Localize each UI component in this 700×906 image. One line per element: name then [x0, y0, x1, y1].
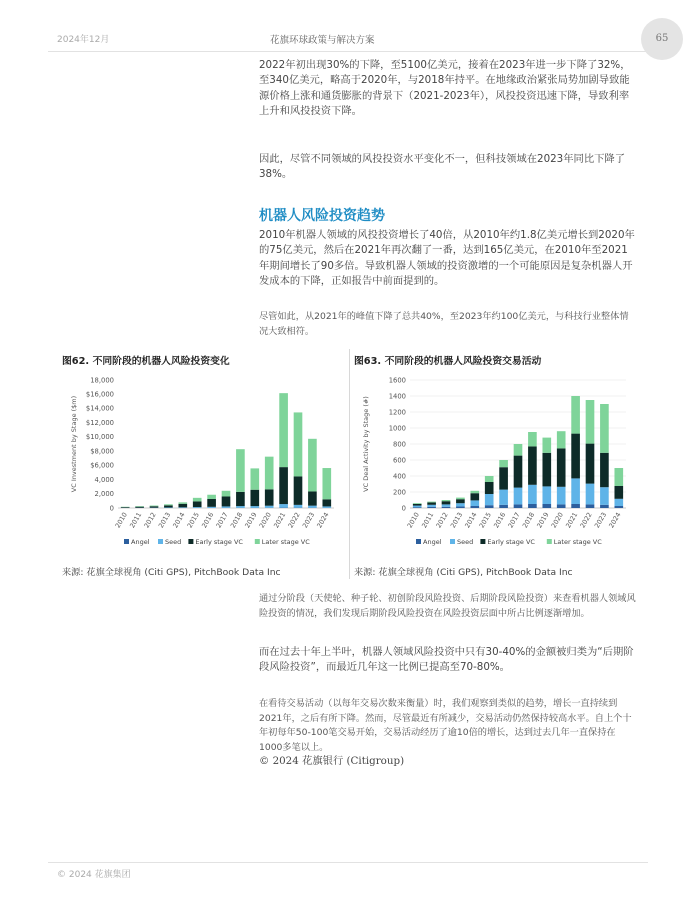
fig62-xtick-label: 2012 — [142, 511, 158, 530]
fig62-legend-item: Early stage VC — [195, 538, 243, 546]
fig62-xtick-label: 2019 — [243, 511, 259, 530]
fig63-ytick-label: 1400 — [388, 392, 406, 401]
fig63-bar-early-stage-vc-2017 — [514, 456, 523, 488]
fig63-bar-seed-2024 — [614, 499, 623, 506]
fig62-legend-swatch — [255, 539, 260, 544]
fig63-xtick-label: 2011 — [420, 511, 436, 530]
fig63-bar-angel-2018 — [528, 504, 537, 508]
copyright-line: © 2024 花旗银行 (Citigroup) — [259, 755, 405, 767]
fig63-bar-later-stage-vc-2019 — [542, 438, 551, 453]
fig62-xtick-label: 2014 — [171, 511, 187, 530]
fig62-bar-later-stage-vc-2012 — [150, 506, 159, 507]
fig63-xtick-label: 2019 — [535, 511, 551, 530]
fig62-chart — [62, 372, 344, 556]
fig63-bar-early-stage-vc-2014 — [470, 493, 479, 500]
fig63-ytick-label: 200 — [393, 488, 406, 497]
header-date: 2024年12月 — [57, 35, 110, 45]
fig63-legend-item: Angel — [423, 538, 442, 546]
fig63-bar-seed-2016 — [499, 490, 508, 505]
fig63-ytick-label: 400 — [393, 472, 406, 481]
fig62-xtick-label: 2020 — [257, 511, 273, 530]
fig63-xtick-label: 2022 — [578, 511, 594, 530]
fig63-bar-later-stage-vc-2010 — [413, 503, 422, 504]
fig63-bar-later-stage-vc-2020 — [557, 431, 566, 448]
fig62-xtick-label: 2017 — [214, 511, 230, 530]
fig62-bar-later-stage-vc-2024 — [322, 468, 331, 499]
fig62-xtick-label: 2022 — [286, 511, 302, 530]
fig62-legend-item: Seed — [165, 538, 182, 546]
footer-text: © 2024 花旗集团 — [57, 870, 131, 880]
fig63-legend-item: Seed — [457, 538, 474, 546]
fig62-bar-seed-2018 — [236, 506, 245, 508]
fig63-bar-seed-2021 — [571, 478, 580, 504]
fig63-xtick-label: 2010 — [405, 511, 421, 530]
fig63-bar-early-stage-vc-2012 — [442, 501, 451, 504]
fig63-bar-early-stage-vc-2019 — [542, 453, 551, 487]
paragraph-4: 尽管如此，从2021年的峰值下降了总共40%，至2023年约100亿美元，与科技行业整体情况大致相符。 — [259, 311, 629, 337]
fig62-bar-later-stage-vc-2013 — [164, 504, 173, 505]
fig62-bar-seed-2017 — [222, 506, 231, 507]
fig63-bar-angel-2021 — [571, 504, 580, 508]
fig63-ytick-label: 1200 — [388, 408, 406, 417]
fig62-xtick-label: 2024 — [315, 511, 331, 530]
fig63-bar-later-stage-vc-2011 — [427, 502, 436, 503]
fig62-bar-early-stage-vc-2014 — [178, 504, 187, 508]
fig63-bar-early-stage-vc-2016 — [499, 467, 508, 489]
fig63-bar-early-stage-vc-2022 — [586, 444, 595, 484]
fig62-bar-early-stage-vc-2010 — [121, 507, 130, 508]
fig63-bar-later-stage-vc-2023 — [600, 404, 609, 453]
fig62-xtick-label: 2023 — [300, 511, 317, 530]
fig63-bar-seed-2023 — [600, 487, 609, 505]
fig62-source: 来源: 花旗全球视角 (Citi GPS), PitchBook Data Inc — [62, 567, 281, 578]
fig62-bar-seed-2015 — [193, 507, 202, 508]
paragraph-6: 而在过去十年上半叶，机器人领域风险投资中只有30-40%的金额被归类为“后期阶段风险投资”，而最近几年这一比例已提高至70-80%。 — [259, 646, 634, 674]
fig63-bar-seed-2013 — [456, 503, 465, 506]
fig62-ytick-label: $16,000 — [85, 390, 114, 399]
fig62-ytick-label: $12,000 — [85, 418, 114, 427]
fig63-bar-later-stage-vc-2014 — [470, 491, 479, 493]
fig63-legend-swatch — [450, 539, 455, 544]
fig62-bar-later-stage-vc-2019 — [250, 468, 259, 489]
fig63-bar-later-stage-vc-2015 — [485, 476, 494, 482]
fig62-ytick-label: $10,000 — [85, 433, 114, 442]
paragraph-7: 在看待交易活动（以每年交易次数来衡量）时，我们观察到类似的趋势，增长一直持续到2021年，之后有所下降。然而，尽管最近有所减少，交易活动仍然保持较高水平。自上个十年初每年50-100笔交易开始，交易活动经历了逾10倍的增长，达到过去几年一直保持在1000多笔以上。 — [259, 698, 632, 753]
page-number-badge: 65 — [641, 18, 683, 60]
fig62-bar-early-stage-vc-2020 — [265, 489, 274, 505]
fig63-bar-angel-2022 — [586, 504, 595, 508]
fig63-ytick-label: 1600 — [388, 376, 406, 385]
fig63-bar-seed-2022 — [586, 484, 595, 505]
fig63-bar-angel-2014 — [470, 506, 479, 508]
fig63-legend-swatch — [547, 539, 552, 544]
fig62-xtick-label: 2021 — [272, 511, 288, 530]
section-title: 机器人风险投资趋势 — [259, 208, 385, 224]
fig62-bar-later-stage-vc-2017 — [222, 491, 231, 497]
fig62-bar-later-stage-vc-2014 — [178, 502, 187, 503]
fig63-ytick-label: 0 — [401, 504, 406, 513]
fig62-bar-seed-2023 — [308, 506, 317, 508]
fig63-bar-later-stage-vc-2012 — [442, 500, 451, 501]
fig62-ytick-label: 18,000 — [90, 376, 114, 385]
fig62-bar-early-stage-vc-2011 — [135, 507, 144, 508]
fig62-ytick-label: $6,000 — [90, 461, 114, 470]
fig62-bar-seed-2016 — [207, 507, 216, 508]
fig63-bar-angel-2012 — [442, 507, 451, 508]
fig62-bar-later-stage-vc-2020 — [265, 457, 274, 490]
fig62-legend-item: Angel — [131, 538, 150, 546]
fig62-bar-seed-2022 — [294, 505, 303, 508]
fig62-legend-swatch — [124, 539, 129, 544]
paragraph-2: 因此，尽管不同领域的风投投资水平变化不一，但科技领域在2023年同比下降了38%。 — [259, 153, 626, 181]
fig63-bar-early-stage-vc-2011 — [427, 502, 436, 504]
fig62-xtick-label: 2011 — [128, 511, 144, 530]
fig62-bar-later-stage-vc-2021 — [279, 393, 288, 467]
fig63-bar-angel-2019 — [542, 504, 551, 508]
fig63-xtick-label: 2020 — [549, 511, 565, 530]
fig62-bar-early-stage-vc-2024 — [322, 499, 331, 506]
fig62-xtick-label: 2013 — [156, 511, 173, 530]
fig62-bar-early-stage-vc-2013 — [164, 505, 173, 507]
fig63-bar-seed-2017 — [514, 488, 523, 505]
fig62-bar-later-stage-vc-2015 — [193, 498, 202, 502]
fig63-bar-angel-2013 — [456, 506, 465, 508]
fig63-legend-item: Later stage VC — [553, 538, 602, 546]
fig63-bar-angel-2024 — [614, 506, 623, 508]
fig62-legend-item: Later stage VC — [261, 538, 310, 546]
fig63-xtick-label: 2012 — [434, 511, 450, 530]
fig63-ylabel: VC Deal Activity by Stage (#) — [362, 396, 370, 492]
fig62-bar-later-stage-vc-2018 — [236, 449, 245, 492]
fig62-ytick-label: $14,000 — [85, 404, 114, 413]
fig63-xtick-label: 2015 — [477, 511, 493, 530]
fig63-bar-later-stage-vc-2022 — [586, 400, 595, 444]
fig63-bar-early-stage-vc-2021 — [571, 434, 580, 479]
fig62-bar-early-stage-vc-2017 — [222, 496, 231, 506]
fig63-xtick-label: 2023 — [592, 511, 609, 530]
fig63-bar-seed-2014 — [470, 500, 479, 506]
fig62-bar-early-stage-vc-2019 — [250, 490, 259, 506]
fig63-xtick-label: 2021 — [564, 511, 580, 530]
fig62-bar-early-stage-vc-2022 — [294, 476, 303, 504]
fig62-ytick-label: 4,000 — [94, 475, 114, 484]
fig63-xtick-label: 2017 — [506, 511, 522, 530]
fig63-bar-later-stage-vc-2018 — [528, 432, 537, 446]
fig63-title: 图63. 不同阶段的机器人风险投资交易活动 — [354, 356, 542, 367]
fig63-bar-angel-2010 — [413, 507, 422, 508]
fig63-xtick-label: 2018 — [520, 511, 537, 530]
fig63-bar-seed-2011 — [427, 505, 436, 507]
fig63-bar-angel-2020 — [557, 504, 566, 508]
fig62-bar-later-stage-vc-2023 — [308, 439, 317, 492]
fig63-ytick-label: 800 — [393, 440, 406, 449]
fig63-bar-early-stage-vc-2024 — [614, 486, 623, 499]
fig62-ytick-label: $8,000 — [90, 447, 114, 456]
fig62-bar-seed-2020 — [265, 506, 274, 508]
fig63-bar-early-stage-vc-2015 — [485, 482, 494, 494]
fig62-bar-early-stage-vc-2018 — [236, 492, 245, 506]
fig62-ytick-label: 2,000 — [94, 490, 114, 499]
fig62-bar-later-stage-vc-2016 — [207, 495, 216, 499]
paragraph-3: 2010年机器人领域的风投投资增长了40倍，从2010年约1.8亿美元增长到2020年的75亿美元，然后在2021年再次翻了一番，达到165亿美元，在2010年至2021年期间增长了90多倍。导致机器人领域的投资激增的一个可能原因是复杂机器人开发成本的下降，正如报告中前面提到的。 — [259, 229, 635, 287]
fig62-xtick-label: 2015 — [185, 511, 201, 530]
fig63-bar-early-stage-vc-2010 — [413, 504, 422, 506]
fig62-bar-early-stage-vc-2016 — [207, 499, 216, 507]
fig63-bar-later-stage-vc-2016 — [499, 460, 508, 467]
fig62-xtick-label: 2016 — [200, 511, 216, 530]
fig62-legend-swatch — [158, 539, 163, 544]
fig63-bar-later-stage-vc-2021 — [571, 396, 580, 434]
fig62-xtick-label: 2010 — [113, 511, 129, 530]
fig62-legend-swatch — [188, 539, 193, 544]
fig63-xtick-label: 2013 — [448, 511, 465, 530]
fig63-bar-angel-2011 — [427, 507, 436, 508]
fig63-bar-seed-2018 — [528, 485, 537, 504]
fig63-legend-swatch — [480, 539, 485, 544]
header-divider — [48, 51, 648, 52]
fig62-bar-seed-2021 — [279, 504, 288, 508]
fig63-chart — [354, 372, 636, 556]
fig63-bar-angel-2017 — [514, 504, 523, 508]
paragraph-1: 2022年初出现30%的下降，至5100亿美元，接着在2023年进一步下降了32%，至340亿美元，略高于2020年，与2018年持平。在地缘政治紧张局势加剧导致能源价格上涨和通货膨胀的背景下（2021-2023年），风投投资迅速下降，导致利率上升和风投投资下降。 — [259, 59, 631, 117]
fig63-bar-seed-2020 — [557, 487, 566, 505]
fig62-bar-later-stage-vc-2022 — [294, 412, 303, 476]
fig63-bar-later-stage-vc-2013 — [456, 498, 465, 500]
fig62-xtick-label: 2018 — [228, 511, 245, 530]
fig62-bar-early-stage-vc-2015 — [193, 501, 202, 507]
fig62-bar-early-stage-vc-2023 — [308, 491, 317, 505]
fig62-bar-seed-2024 — [322, 506, 331, 507]
fig63-legend-item: Early stage VC — [487, 538, 535, 546]
fig62-bar-early-stage-vc-2021 — [279, 467, 288, 504]
fig63-bar-seed-2010 — [413, 506, 422, 508]
fig62-bar-seed-2014 — [178, 507, 187, 508]
fig63-xtick-label: 2014 — [463, 511, 479, 530]
fig63-legend-swatch — [416, 539, 421, 544]
fig62-bar-early-stage-vc-2012 — [150, 506, 159, 507]
fig63-bar-early-stage-vc-2013 — [456, 499, 465, 503]
fig63-xtick-label: 2016 — [492, 511, 508, 530]
paragraph-5: 通过分阶段（天使轮、种子轮、初创阶段风险投资、后期阶段风险投资）来查看机器人领域风险投资的情况，我们发现后期阶段风险投资在风险投资层面中所占比例逐渐增加。 — [259, 593, 636, 619]
footer-divider — [48, 862, 648, 863]
header-title: 花旗环球政策与解决方案 — [270, 35, 375, 46]
fig63-bar-later-stage-vc-2017 — [514, 444, 523, 456]
fig62-ylabel: VC Investment by Stage ($m) — [70, 395, 78, 493]
fig63-bar-early-stage-vc-2020 — [557, 448, 566, 486]
fig63-bar-later-stage-vc-2024 — [614, 468, 623, 486]
figure-divider — [349, 349, 350, 579]
fig62-bar-seed-2019 — [250, 506, 259, 508]
fig63-source: 来源: 花旗全球视角 (Citi GPS), PitchBook Data Inc — [354, 567, 573, 578]
fig63-xtick-label: 2024 — [607, 511, 623, 530]
fig63-bar-angel-2016 — [499, 505, 508, 508]
fig63-bar-angel-2015 — [485, 505, 494, 508]
fig63-bar-early-stage-vc-2023 — [600, 453, 609, 487]
fig63-bar-seed-2015 — [485, 494, 494, 505]
fig63-bar-angel-2023 — [600, 505, 609, 508]
fig62-bar-later-stage-vc-2011 — [135, 506, 144, 507]
fig63-bar-seed-2019 — [542, 486, 551, 504]
fig63-ytick-label: 600 — [393, 456, 406, 465]
fig63-bar-early-stage-vc-2018 — [528, 446, 537, 484]
fig62-title: 图62. 不同阶段的机器人风险投资变化 — [62, 356, 230, 367]
fig63-bar-seed-2012 — [442, 504, 451, 506]
fig63-ytick-label: 1000 — [388, 424, 406, 433]
fig62-ytick-label: 0 — [109, 504, 114, 513]
